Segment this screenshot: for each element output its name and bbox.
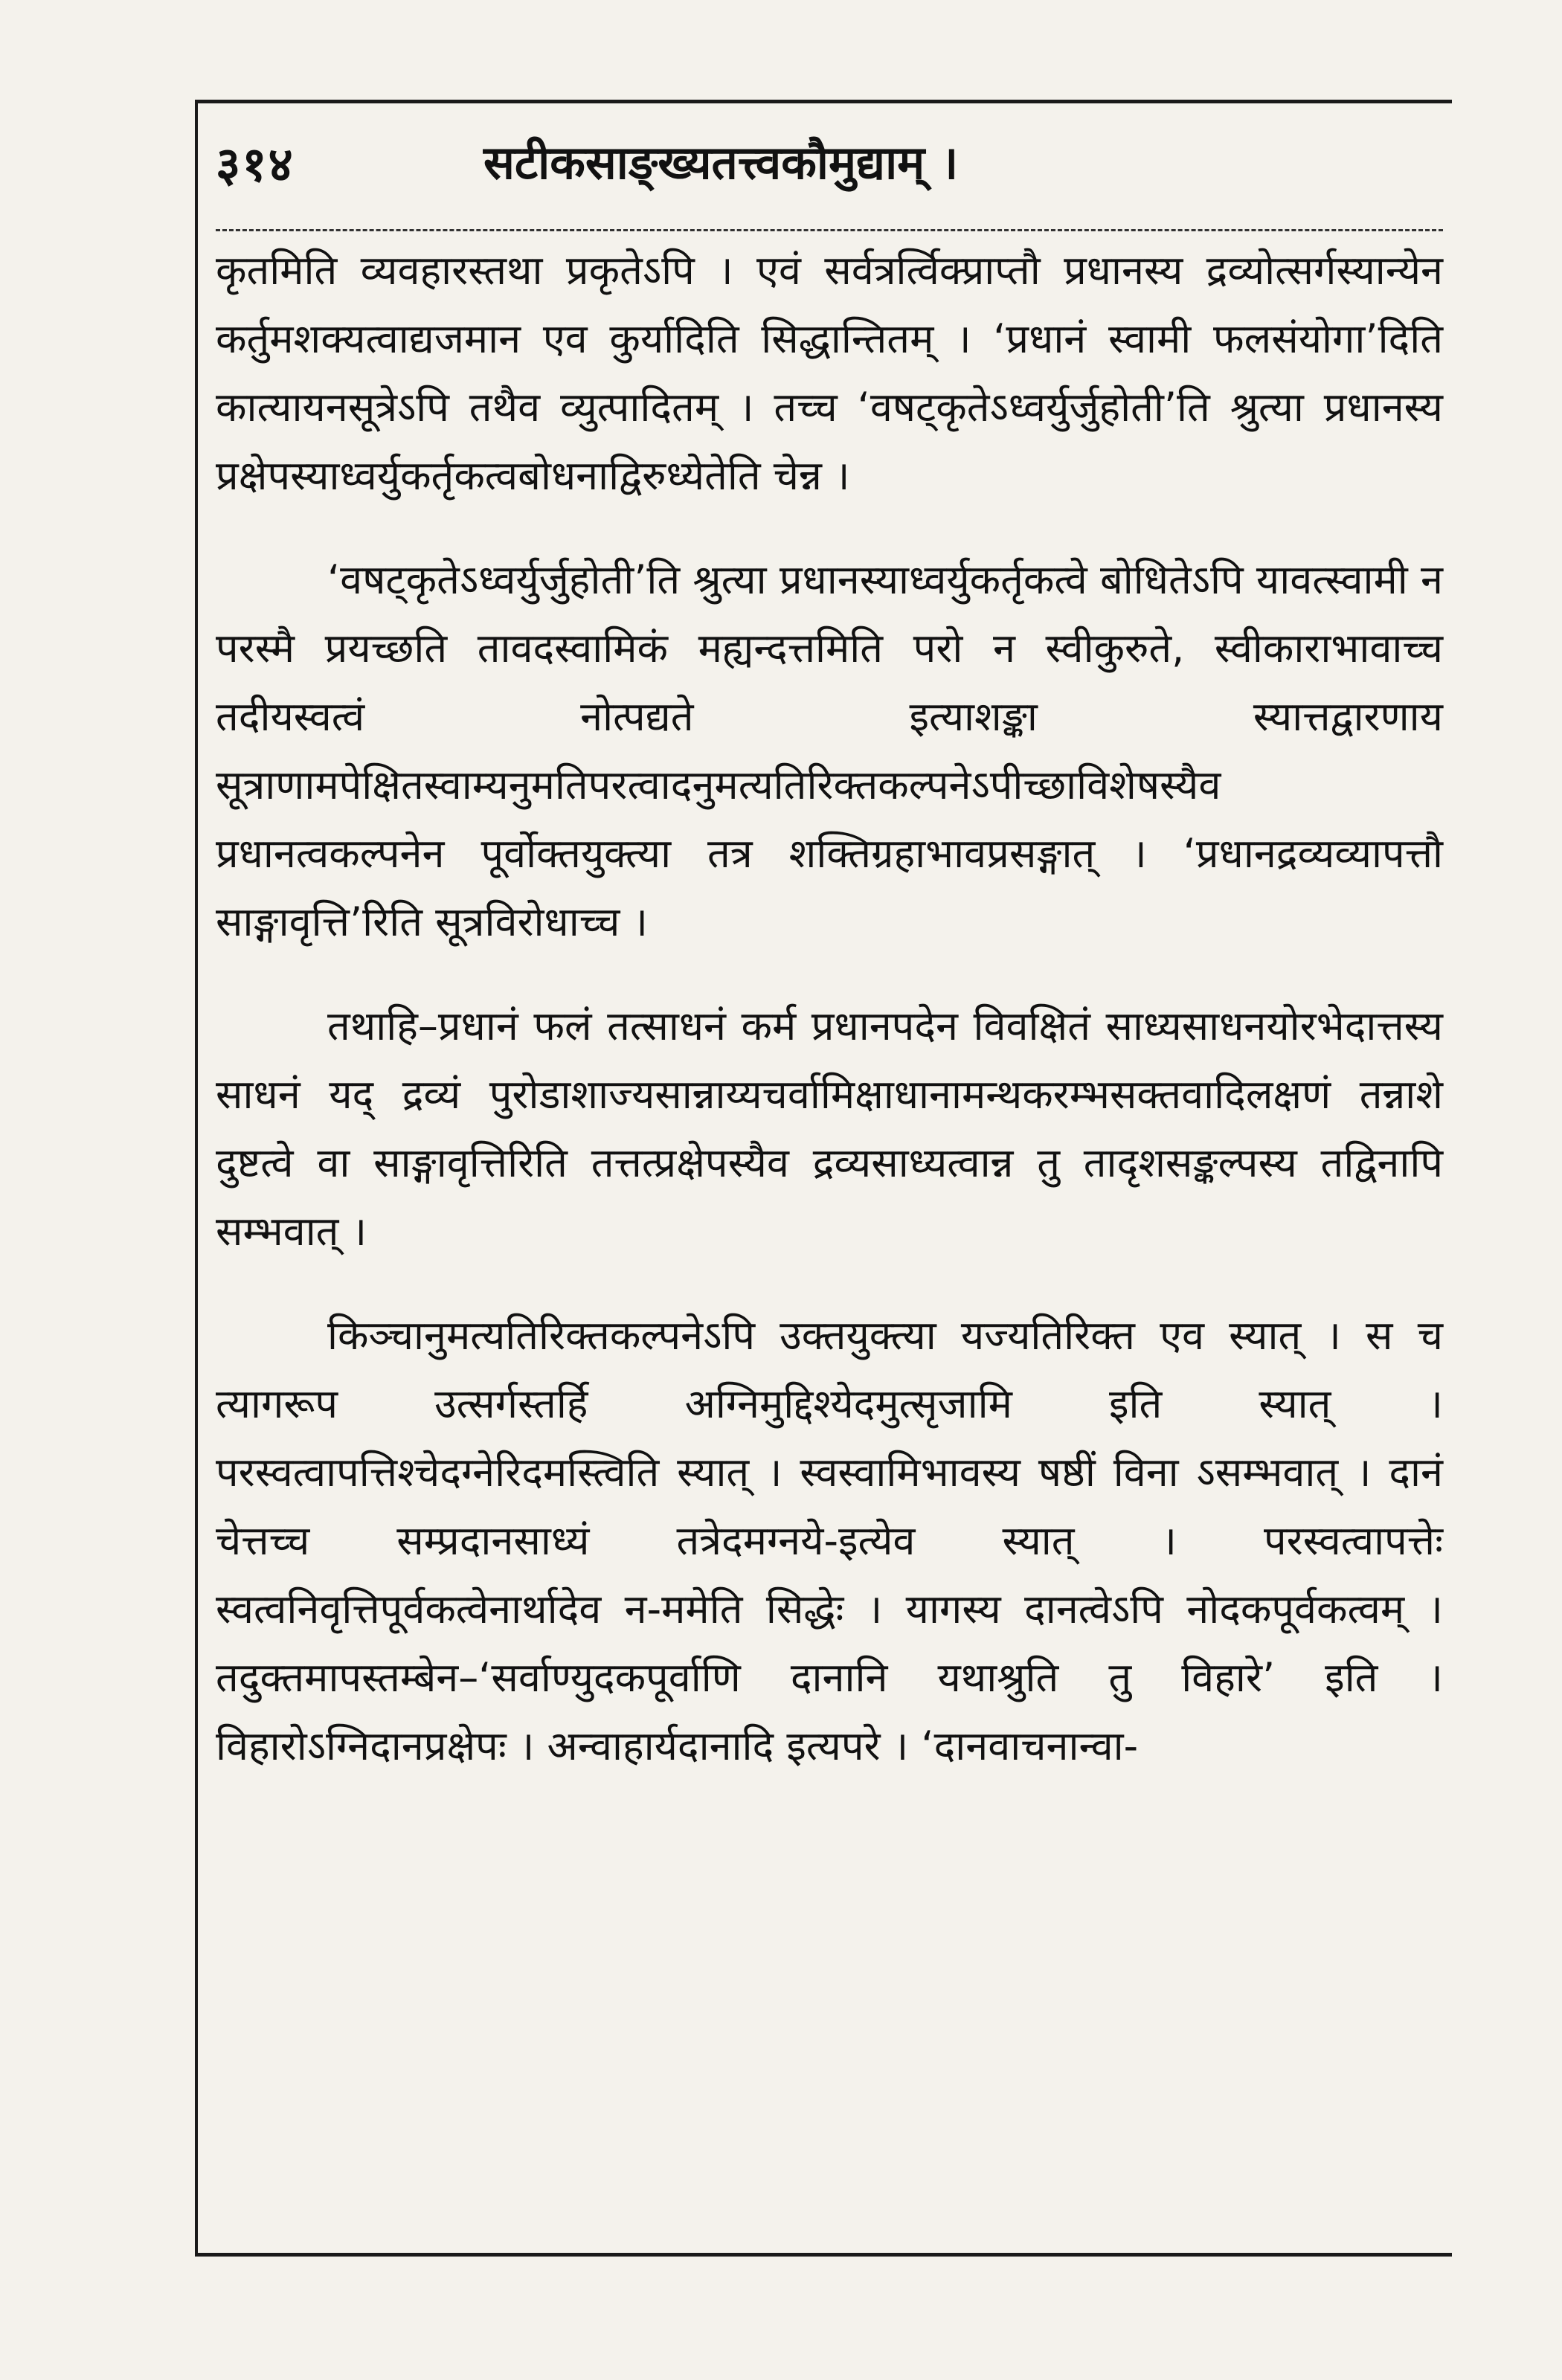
header-divider [216, 229, 1443, 231]
paragraph-3: तथाहि–प्रधानं फलं तत्साधनं कर्म प्रधानपदेन विवक्षितं साध्यसाधनयोरभेदात्तस्य साधनं यद् द्रव्यं पुरोडाशाज्यसान्नाय्यचर्वामिक्षाधानामन्थकरम्भसक्तवादिलक्षणं तन्नाशे दुष्टत्वे वा साङ्गावृत्तिरिति तत्तत्प्रक्षेपस्यैव द्रव्यसाध्यत्वान्न तु तादृशसङ्कल्पस्य तद्विनापि सम्भवात् । [216, 1003, 1443, 1255]
running-title: सटीकसाङ्ख्यतत्त्वकौमुद्याम् । [483, 135, 959, 190]
paragraph-4: किञ्चानुमत्यतिरिक्तकल्पनेऽपि उक्तयुक्त्या यज्यतिरिक्त एव स्यात् । स च त्यागरूप उत्सर्गस्तर्हि अग्निमुद्दिश्येदमुत्सृजामि इति स्यात् । परस्वत्वापत्तिश्चेदग्नेरिदमस्त्विति स्यात् । स्वस्वामिभावस्य षष्ठीं विना ऽसम्भवात् । दानं चेत्तच्च सम्प्रदानसाध्यं तत्रेदमग्नये-इत्येव स्यात् । परस्वत्वापत्तेः स्वत्वनिवृत्तिपूर्वकत्वेनार्थादेव न-ममेति सिद्धेः । यागस्य दानत्वेऽपि नोदकपूर्वकत्वम् । तदुक्तमापस्तम्बेन–‘सर्वाण्युदकपूर्वाणि दानानि यथाश्रुति तु विहारे’ इति । विहारोऽग्निदानप्रक्षेपः । अन्वाहार्यदानादि इत्यपरे । ‘दानवाचनान्वा- [216, 1312, 1443, 1769]
paragraph-2: ‘वषट्कृतेऽध्वर्युर्जुहोती’ति श्रुत्या प्रधानस्याध्वर्युकर्तृकत्वे बोधितेऽपि यावत्स्वामी न परस्मै प्रयच्छति तावदस्वामिकं मह्यन्दत्तमिति परो न स्वीकुरुते, स्वीकाराभावाच्च तदीयस्वत्वं नोत्पद्यते इत्याशङ्का स्यात्तद्वारणाय सूत्राणामपेक्षितस्वाम्यनुमतिपरत्वादनुमत्यतिरिक्तकल्पनेऽपीच्छाविशेषस्यैव प्रधानत्वकल्पनेन पूर्वोक्तयुक्त्या तत्र शक्तिग्रहाभावप्रसङ्गात् । ‘प्रधानद्रव्यव्यापत्तौ साङ्गावृत्ति’रिति सूत्रविरोधाच्च । [216, 556, 1443, 945]
paragraph-1: कृतमिति व्यवहारस्तथा प्रकृतेऽपि । एवं सर्वत्रर्त्विक्प्राप्तौ प्रधानस्य द्रव्योत्सर्गस्यान्येन कर्तुमशक्यत्वाद्यजमान एव कुर्यादिति सिद्धान्तितम् । ‘प्रधानं स्वामी फलसंयोगा’दिति कात्यायनसूत्रेऽपि तथैव व्युत्पादितम् । तच्च ‘वषट्कृतेऽध्वर्युर्जुहोती’ति श्रुत्या प्रधानस्य प्रक्षेपस्याध्वर्युकर्तृकत्वबोधनाद्विरुध्येतेति चेन्न । [216, 247, 1443, 499]
main-text [216, 237, 1443, 1781]
page-number: ३१४ [216, 138, 295, 193]
page-header [216, 130, 1443, 197]
